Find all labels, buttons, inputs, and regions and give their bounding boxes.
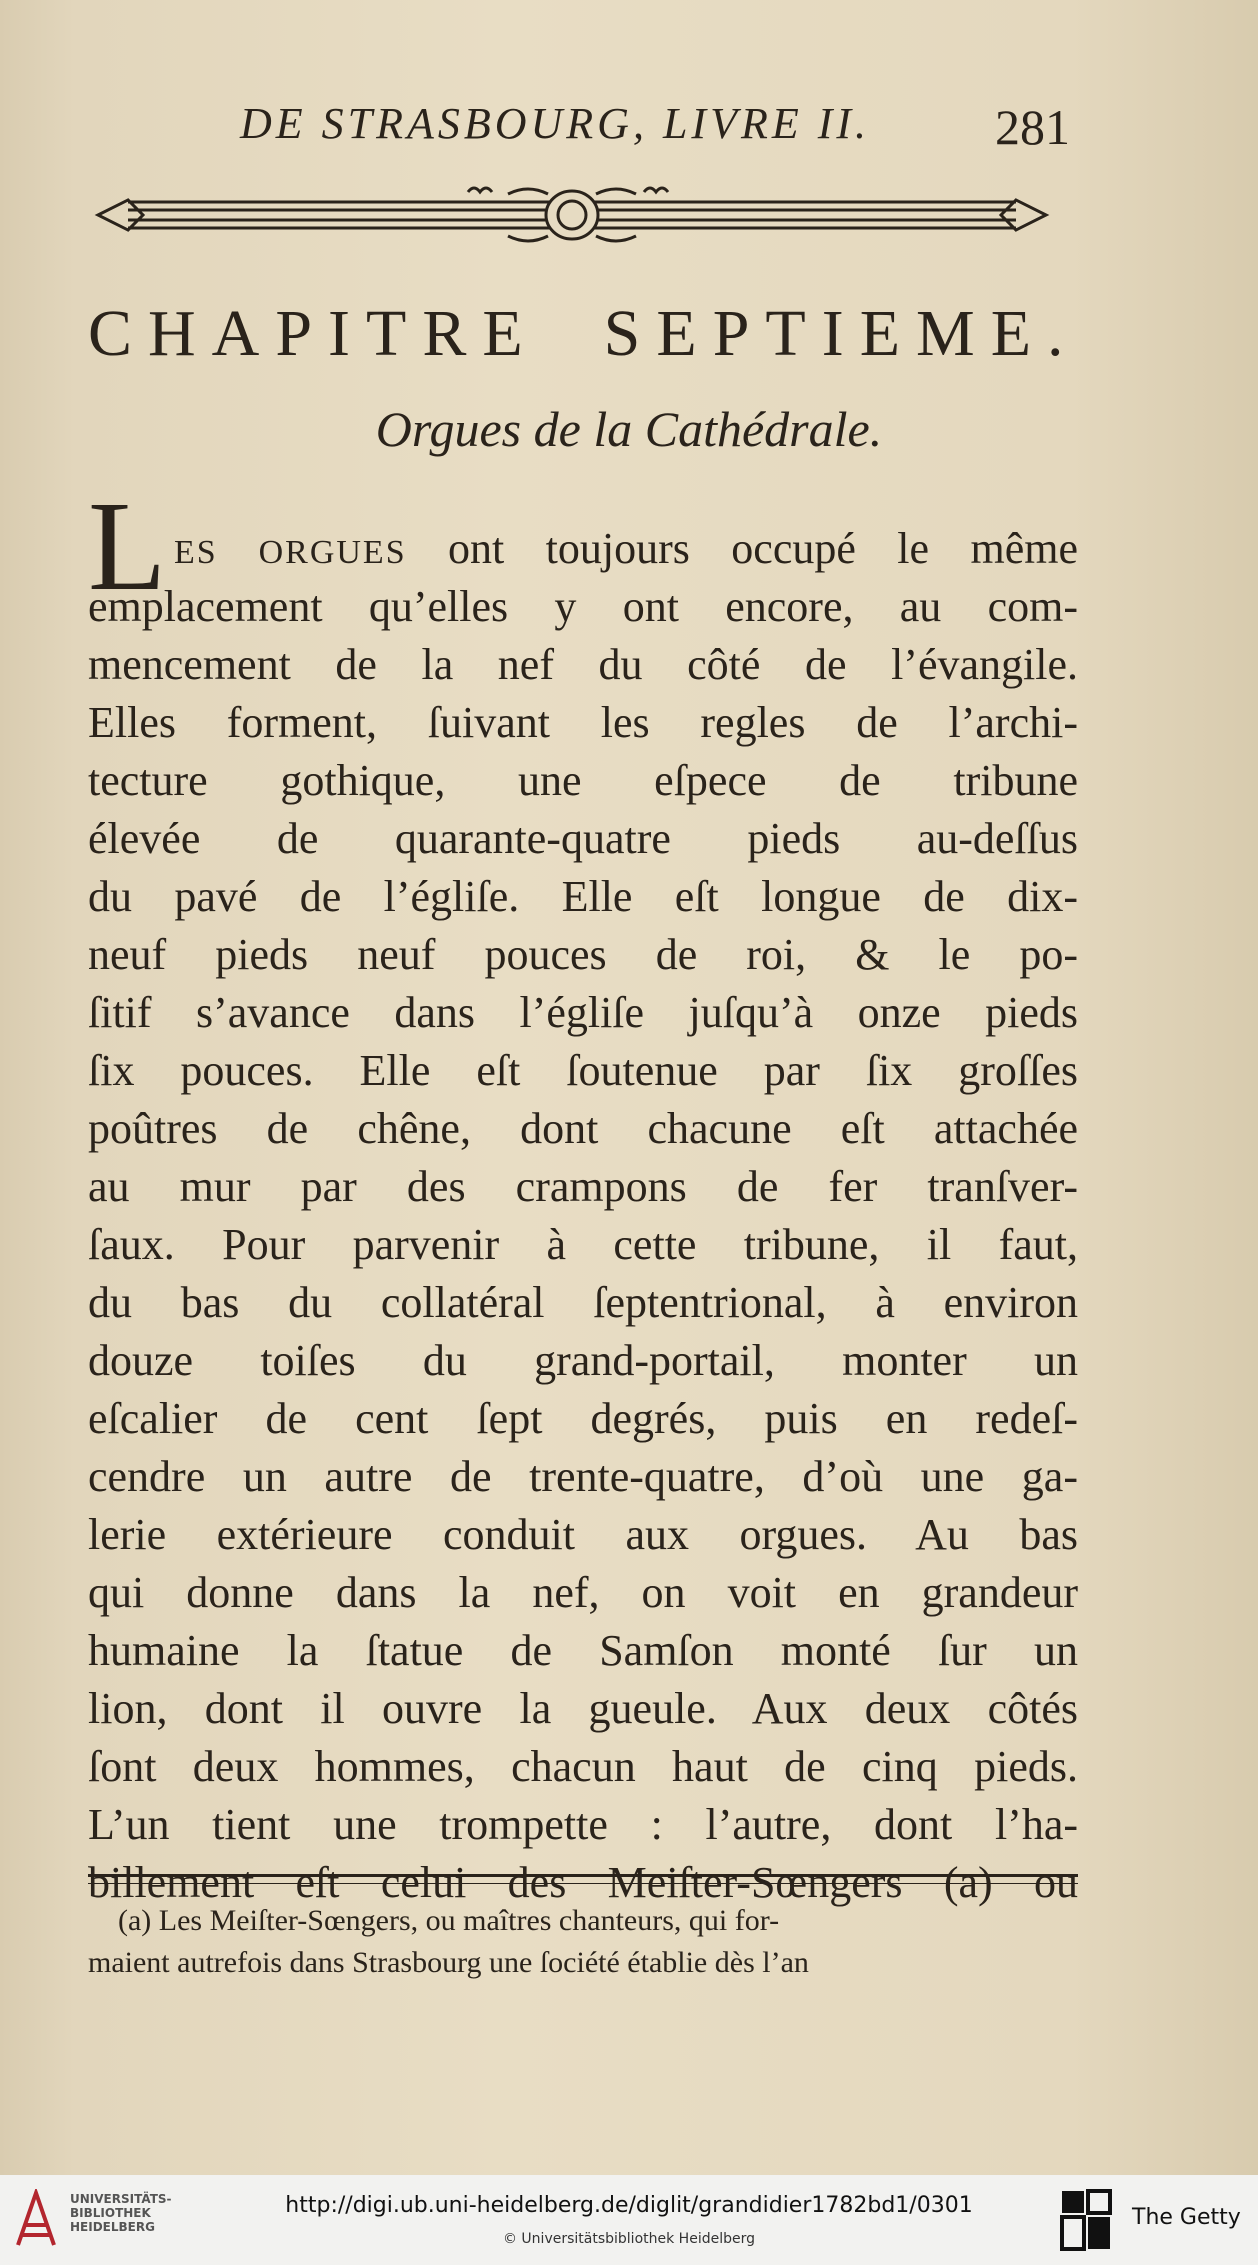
- copyright-notice: © Universitätsbibliothek Heidelberg: [502, 2231, 755, 2247]
- text-line: [88, 578, 1078, 636]
- text-line: [88, 1274, 1078, 1332]
- line-text: ont toujours occupé le même: [406, 524, 1078, 573]
- page-number: 281: [995, 99, 1070, 155]
- text-line: [88, 984, 1078, 1042]
- text-line: [88, 1622, 1078, 1680]
- drop-cap: L: [88, 475, 167, 617]
- line-text: emplacement qu’elles y ont encore, au com-: [88, 582, 1078, 631]
- line-text: cendre un autre de trente-quatre, d’où une ga-: [88, 1452, 1078, 1501]
- getty-logo-icon: [1058, 2187, 1114, 2253]
- line-text: billement eſt celui des Meiſter-Sœngers (a) ou: [88, 1858, 1078, 1907]
- text-line: [88, 868, 1078, 926]
- running-head: [240, 98, 1070, 158]
- line-text: eſcalier de cent ſept degrés, puis en redeſ-: [88, 1394, 1078, 1443]
- small-caps-opening: ES ORGUES: [174, 534, 407, 571]
- text-line: [88, 1100, 1078, 1158]
- footnote-line: (a) Les Meiſter-Sœngers, ou maîtres chanteurs, qui for-: [118, 1904, 780, 1937]
- text-line: [88, 1158, 1078, 1216]
- line-text: ſitif s’avance dans l’égliſe juſqu’à onze pieds: [88, 988, 1078, 1037]
- library-name: UNIVERSITÄTS- BIBLIOTHEK HEIDELBERG: [70, 2192, 172, 2234]
- line-text: ſaux. Pour parvenir à cette tribune, il faut,: [88, 1220, 1078, 1269]
- text-line: [88, 1332, 1078, 1390]
- text-line: [88, 1738, 1078, 1796]
- text-line: [88, 1390, 1078, 1448]
- text-line: [88, 1042, 1078, 1100]
- text-line: [88, 1448, 1078, 1506]
- line-text: Elles forment, ſuivant les regles de l’archi-: [88, 698, 1078, 747]
- line-text: qui donne dans la nef, on voit en grandeur: [88, 1568, 1078, 1617]
- text-line: [88, 520, 1078, 578]
- getty-name: The Getty: [1132, 2205, 1241, 2230]
- line-text: tecture gothique, une eſpece de tribune: [88, 756, 1078, 805]
- line-text: ſont deux hommes, chacun haut de cinq pieds.: [88, 1742, 1078, 1791]
- line-text: ſix pouces. Elle eſt ſoutenue par ſix groſſes: [88, 1046, 1078, 1095]
- text-line: [88, 1506, 1078, 1564]
- body-text: [88, 520, 1078, 1912]
- line-text: poûtres de chêne, dont chacune eſt attachée: [88, 1104, 1078, 1153]
- text-line: [88, 1796, 1078, 1854]
- line-text: L’un tient une trompette : l’autre, dont l’ha-: [88, 1800, 1078, 1849]
- text-line: [88, 694, 1078, 752]
- running-title: DE STRASBOURG, LIVRE II.: [240, 99, 871, 148]
- line-text: lerie extérieure conduit aux orgues. Au bas: [88, 1510, 1078, 1559]
- line-text: du bas du collatéral ſeptentrional, à environ: [88, 1278, 1078, 1327]
- line-text: élevée de quarante-quatre pieds au-deſſus: [88, 814, 1078, 863]
- text-line: [88, 926, 1078, 984]
- footnote: [88, 1900, 1078, 1984]
- line-text: au mur par des crampons de fer tranſver-: [88, 1162, 1078, 1211]
- chapter-heading: CHAPITRE SEPTIEME.: [88, 297, 1080, 370]
- line-text: humaine la ſtatue de Samſon monté ſur un: [88, 1626, 1078, 1675]
- text-line: [88, 810, 1078, 868]
- permalink-url[interactable]: http://digi.ub.uni-heidelberg.de/diglit/grandidier1782bd1/0301: [285, 2193, 973, 2218]
- text-line: [88, 752, 1078, 810]
- text-line: [88, 1564, 1078, 1622]
- footnote-rule: [88, 1874, 1078, 1884]
- footnote-line: maient autrefois dans Strasbourg une ſociété établie dès l’an: [88, 1946, 809, 1979]
- line-text: mencement de la nef du côté de l’évangile.: [88, 640, 1078, 689]
- chapter-subtitle: Orgues de la Cathédrale.: [375, 401, 883, 457]
- text-line: [88, 1216, 1078, 1274]
- ornament-headpiece-icon: [88, 180, 1056, 250]
- text-line: [88, 1680, 1078, 1738]
- line-text: du pavé de l’égliſe. Elle eſt longue de dix-: [88, 872, 1078, 921]
- line-text: lion, dont il ouvre la gueule. Aux deux côtés: [88, 1684, 1078, 1733]
- line-text: neuf pieds neuf pouces de roi, & le po-: [88, 930, 1078, 979]
- text-line: [88, 636, 1078, 694]
- line-text: douze toiſes du grand-portail, monter un: [88, 1336, 1078, 1385]
- viewer-footer: [0, 2175, 1258, 2265]
